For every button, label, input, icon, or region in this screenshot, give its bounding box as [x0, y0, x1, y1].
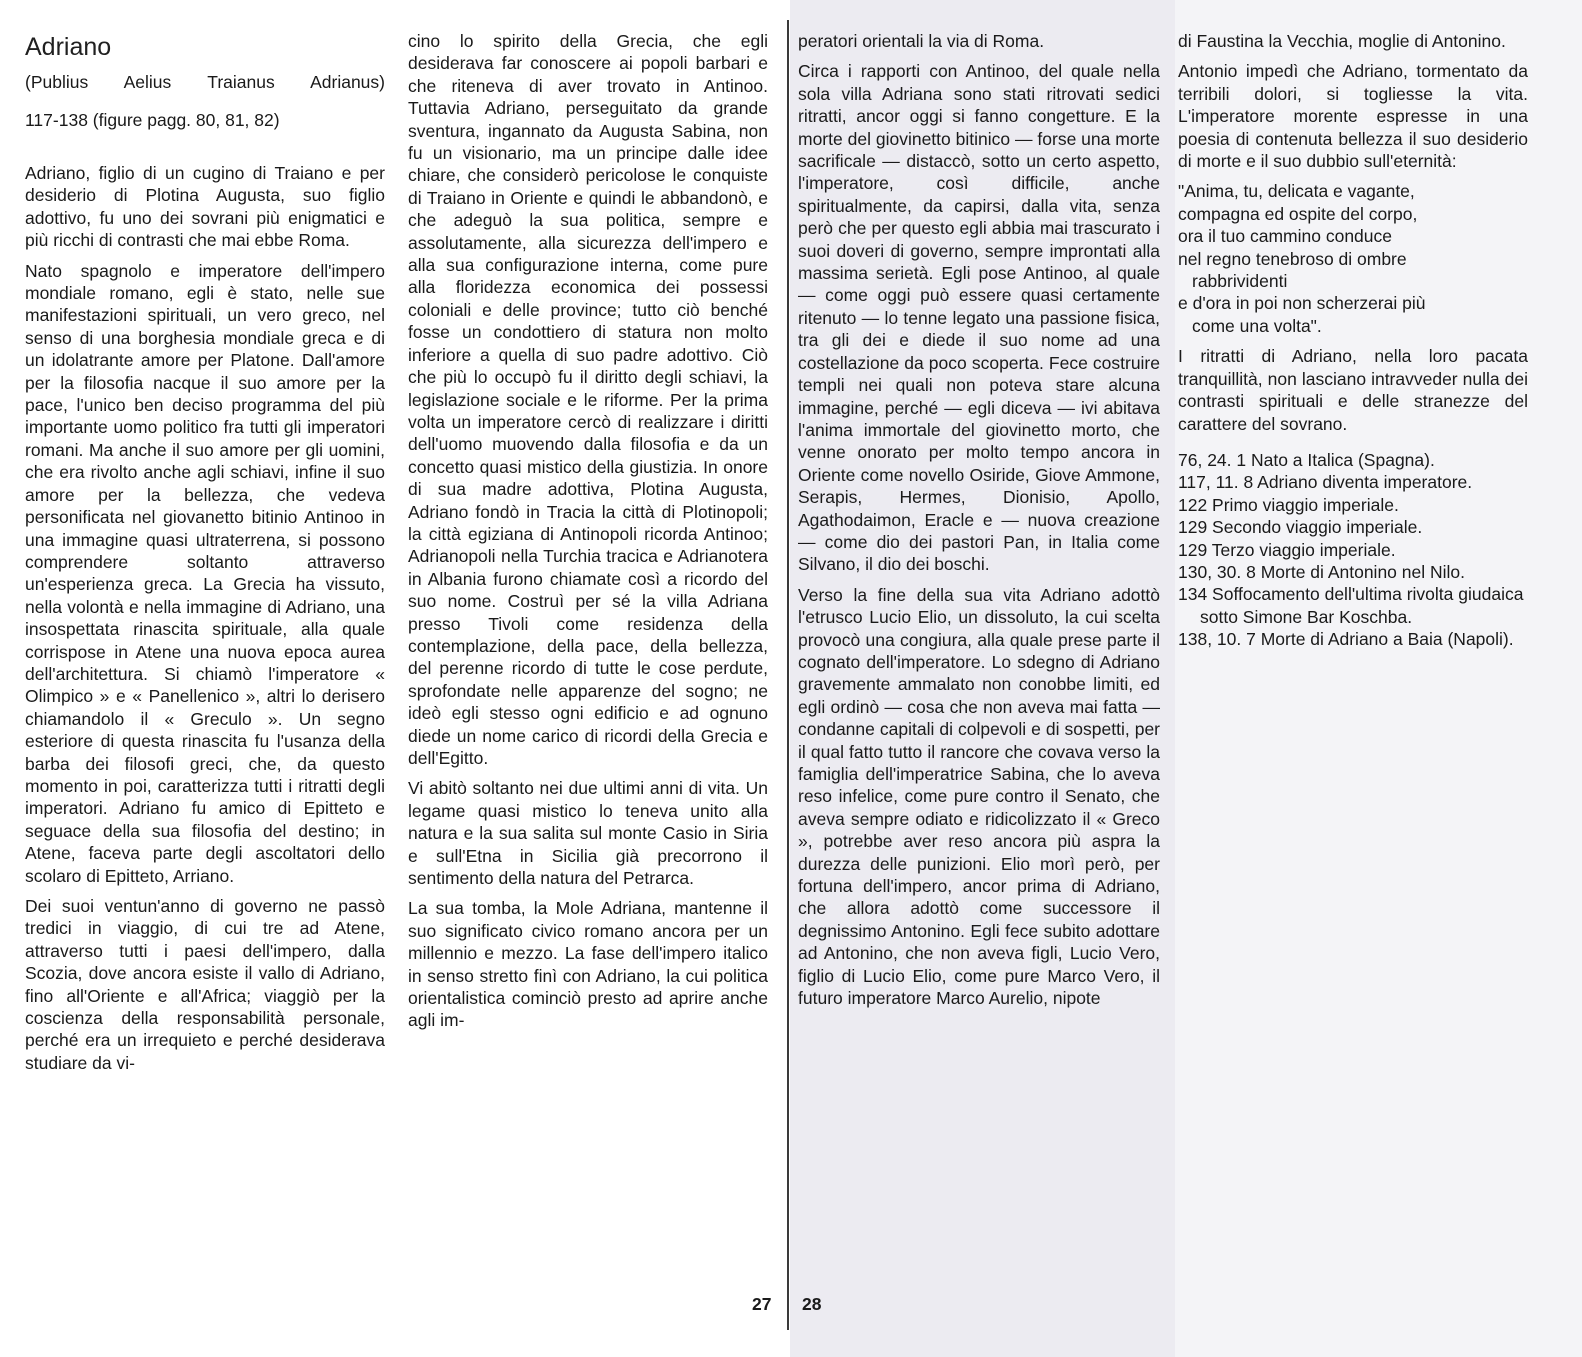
- timeline-entry: 129 Terzo viaggio imperiale.: [1178, 539, 1396, 560]
- poem-line: nel regno tenebroso di ombre: [1178, 248, 1407, 269]
- timeline-entry: 134 Soffocamento dell'ultima rivolta giudaica sotto Simone Bar Koschba.: [1178, 584, 1524, 627]
- chapter-subtitle: (Publius Aelius Traianus Adrianus): [25, 72, 385, 92]
- paragraph: La sua tomba, la Mole Adriana, mantenne il suo significato civico romano ancora per un millennio e mezzo. La fase dell'impero italico in senso stretto finì con Adriano, la cui politica orientalistica cominciò presto ad aprire anche agli im-: [408, 898, 768, 1031]
- timeline-entry: 76, 24. 1 Nato a Italica (Spagna).: [1178, 449, 1435, 470]
- paragraph: I ritratti di Adriano, nella loro pacata tranquillità, non lasciano intravveder nulla dei contrasti spirituali e delle stranezze del carattere del sovrano.: [1178, 346, 1528, 434]
- poem-line: "Anima, tu, delicata e vagante,: [1178, 181, 1415, 202]
- paragraph: cino lo spirito della Grecia, che egli desiderava far conoscere ai popoli barbari e che riteneva di aver trovato in Antinoo. Tuttavia Adriano, perseguitato da grande sventura, ingannato da Augusta Sabina, non fu un visionario, ma un principe dalle idee chiare, che considerò pericolose le conquiste di Traiano in Oriente e quindi le abbandonò, e che adeguò la sua politica, sempre e assolutamente, alla sicurezza dell'impero e alla sua configurazione interna, come pure alla floridezza economica dei possessi coloniali e delle province; tutto ciò benché fosse un condottiero di statura non molto inferiore a quella di suo padre adottivo. Ciò che più lo occupò fu il diritto degli schiavi, la legislazione sociale e le riforme. Per la prima volta un imperatore cercò di realizzare i diritti dell'uomo muovendo dalla filosofia e da un concetto quasi mistico della giustizia. In onore di sua madre adottiva, Plotina Augusta, Adriano fondò in Tracia la città di Plotinopoli; la città egiziana di Antinopoli ricorda Antinoo; Adrianopoli nella Turchia tracica e Adrianotera in Albania furono chiamate così a ricordo del suo nome. Costruì per sé la villa Adriana presso Tivoli come residenza della contemplazione, della pace, della bellezza, del perenne ricordo di tutte le cose perdute, sprofondate nelle apparenze del sogno; ne ideò egli stesso ogni edificio e ad ognuno diede un nome carico di ricordi della Grecia e dell'Egitto.: [408, 31, 768, 768]
- paragraph: Nato spagnolo e imperatore dell'impero mondiale romano, egli è stato, nelle sue manifestazioni spirituali, un vero greco, nel senso di una borghesia mondiale greca e di un idolatrante amore per Platone. Dall'amore per la filosofia nacque il suo amore per la pace, l'unico ben deciso programma del più importante uomo politico fra tutti gli imperatori romani. Ma anche il suo amore per gli uomini, che era rivolto anche agli schiavi, infine il suo amore per la bellezza, che vedeva personificata nel giovanetto bitinio Antinoo in una immagine quasi ultraterrena, si possono comprendere soltanto attraverso un'esperienza greca. La Grecia ha vissuto, nella volontà e nella immagine di Adriano, una insospettata rinascita spirituale, alla quale corrispose in Atene una nuova epoca aurea dell'architettura. Si chiamò l'imperatore « Olimpico » e « Panellenico », altri lo derisero chiamandolo il « Greculo ». Un segno esteriore di questa rinascita fu l'usanza della barba dei filosofi greci, che, da questo momento in poi, caratterizza tutti i ritratti degli imperatori. Adriano fu amico di Epitteto e seguace della sua filosofia del destino; in Atene, faceva parte degli ascoltatori dello scolaro di Epitteto, Arriano.: [25, 260, 385, 886]
- paragraph: peratori orientali la via di Roma.: [798, 31, 1045, 51]
- paragraph: Circa i rapporti con Antinoo, del quale nella sola villa Adriana sono stati ritrovati sedici ritratti, ancor oggi si fanno congetture. E la morte del giovinetto bitinico — forse una morte sacrificale — distaccò, sotto un certo aspetto, l'imperatore, così difficile, anche spiritualmente, da capirsi, dalla vita, senza però che per questo egli abbia mai trascurato i suoi doveri di governo, sempre improntati alla massima serietà. Egli pose Antinoo, al quale — come oggi può essere quasi certamente ritenuto — lo tenne legato una passione fisica, tra gli dei e diede il suo nome ad una costellazione da poco scoperta. Fece costruire templi nei quali non poteva stare alcuna immagine, perché — egli diceva — ivi abitava l'anima immortale del giovinetto morto, che venne onorato per molto tempo ancora in Oriente come novello Osiride, Giove Ammone, Serapis, Hermes, Dionisio, Apollo, Agathodaimon, Eracle e — nuova creazione — come dio dei pastori Pan, in Italia come Silvano, il dio dei boschi.: [798, 61, 1160, 575]
- paragraph: di Faustina la Vecchia, moglie di Antonino.: [1178, 31, 1506, 51]
- page-number-left: 27: [752, 1294, 772, 1314]
- chapter-title: Adriano: [25, 33, 112, 61]
- right-column-1: [798, 30, 1160, 1017]
- chapter-dates: 117-138 (figure pagg. 80, 81, 82): [25, 110, 280, 130]
- poem-line: ora il tuo cammino conduce: [1178, 226, 1392, 247]
- timeline-entry: 138, 10. 7 Morte di Adriano a Baia (Napoli).: [1178, 629, 1514, 650]
- poem: [1178, 180, 1528, 337]
- paragraph: Vi abitò soltanto nei due ultimi anni di vita. Un legame quasi mistico lo teneva unito alla natura e la sua salita sul monte Casio in Siria e sull'Etna in Sicilia già precorrono il sentimento della natura del Petrarca.: [408, 778, 768, 889]
- poem-line: rabbrividenti: [1192, 271, 1288, 292]
- poem-line: come una volta".: [1192, 315, 1322, 336]
- left-page: [0, 0, 790, 1357]
- timeline-entry: 129 Secondo viaggio imperiale.: [1178, 517, 1423, 538]
- right-page: [790, 0, 1582, 1357]
- poem-line: compagna ed ospite del corpo,: [1178, 203, 1418, 224]
- page-number-right: 28: [802, 1294, 822, 1314]
- paragraph: Verso la fine della sua vita Adriano adottò l'etrusco Lucio Elio, un dissoluto, la cui scelta provocò una congiura, alla quale prese parte il cognato dell'imperatore. Lo sdegno di Adriano gravemente ammalato non conobbe limiti, ed egli ordinò — cosa che non aveva mai fatta — condanne capitali di colpevoli e di sospetti, per il qual fatto tutto il rancore che covava verso la famiglia dell'imperatrice Sabina, che lo aveva reso infelice, come pure contro il Senato, che aveva sempre odiato e ridicolizzato il « Greco », potrebbe aver reso ancora più aspra la durezza delle punizioni. Elio morì però, per fortuna dell'impero, ancor prima di Adriano, che allora adottò come successore il degnissimo Antonino. Egli fece subito adottare ad Antonino, che non aveva figli, Lucio Vero, figlio di Lucio Elio, come pure Marco Vero, il futuro imperatore Marco Aurelio, nipote: [798, 584, 1160, 1009]
- paragraph: Adriano, figlio di un cugino di Traiano e per desiderio di Plotina Augusta, suo figlio adottivo, fu uno dei sovrani più enigmatici e più ricchi di contrasti che mai ebbe Roma.: [25, 163, 385, 251]
- timeline-entry: 117, 11. 8 Adriano diventa imperatore.: [1178, 472, 1473, 493]
- timeline: [1178, 449, 1528, 651]
- paragraph: Dei suoi ventun'anno di governo ne passò tredici in viaggio, di cui tre ad Atene, attraverso tutti i paesi dell'impero, dalla Scozia, dove ancora esiste il vallo di Adriano, fino all'Oriente e all'Africa; viaggiò per la coscienza della responsabilità personale, perché era un irrequieto e perché desiderava studiare da vi-: [25, 896, 385, 1073]
- right-column-2: [1178, 30, 1528, 651]
- poem-line: e d'ora in poi non scherzerai più: [1178, 293, 1426, 314]
- page-gutter-divider: [787, 20, 789, 1330]
- timeline-entry: 130, 30. 8 Morte di Antonino nel Nilo.: [1178, 561, 1465, 582]
- paragraph: Antonio impedì che Adriano, tormentato da terribili dolori, si togliesse la vita. L'imperatore morente espresse in una poesia di contenuta bellezza il suo desiderio di morte e il suo dubbio sull'eternità:: [1178, 61, 1528, 172]
- left-column-1: [25, 30, 385, 1082]
- left-column-2: [408, 30, 768, 1040]
- timeline-entry: 122 Primo viaggio imperiale.: [1178, 494, 1399, 515]
